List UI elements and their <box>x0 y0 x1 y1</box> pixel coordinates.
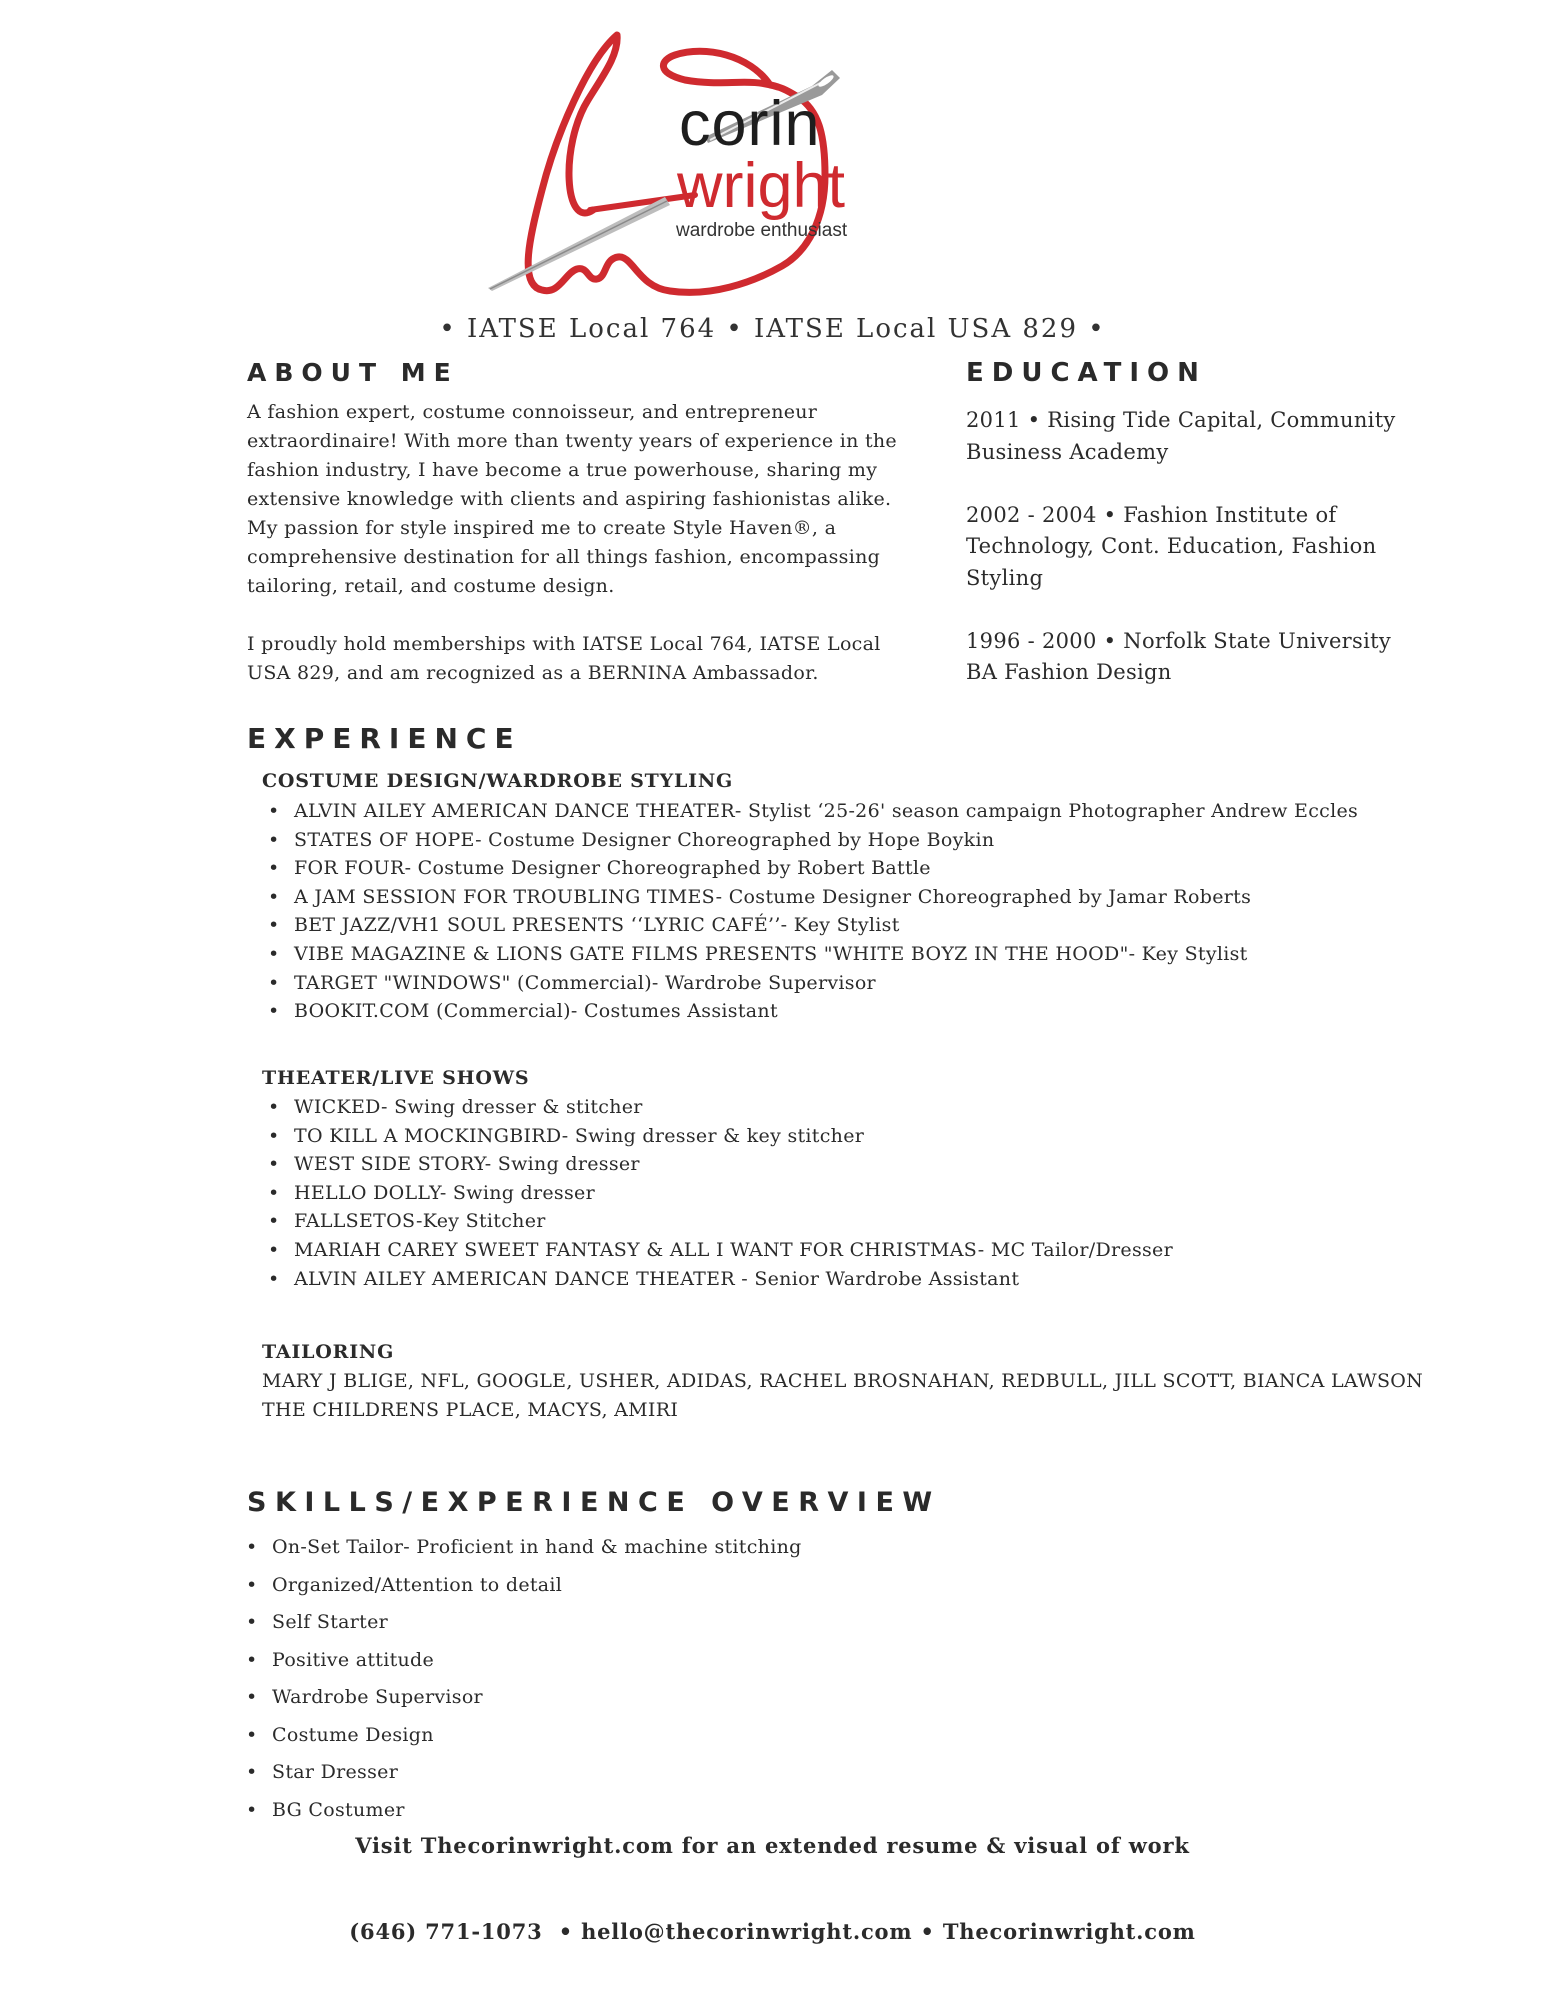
list-item: • ALVIN AILEY AMERICAN DANCE THEATER - Senior Wardrobe Assistant <box>262 1265 1462 1294</box>
about-paragraph-2: I proudly hold memberships with IATSE Local 764, IATSE Local USA 829, and am recognized as a BERNINA Ambassador. <box>247 633 881 684</box>
about-paragraph-1: A fashion expert, costume connoisseur, and entrepreneur extraordinaire! With more than twenty years of experience in the fashion industry, I have become a true powerhouse, sharing my extensive knowledge with clients and aspiring fashionistas alike. My passion for style inspired me to create Style Haven®, a comprehensive destination for all things fashion, encompassing tailoring, retail, and costume design. <box>247 401 897 597</box>
about-section <box>247 398 897 717</box>
list-item: • WEST SIDE STORY- Swing dresser <box>262 1150 1462 1179</box>
education-entry: 2002 - 2004 • Fashion Institute of Technology, Cont. Education, Fashion Styling <box>966 502 1377 590</box>
education-entry: 1996 - 2000 • Norfolk State University BA Fashion Design <box>966 628 1392 684</box>
theater-list <box>262 1093 1462 1293</box>
list-item: • Organized/Attention to detail <box>240 1567 802 1605</box>
tailoring-clients: MARY J BLIGE, NFL, GOOGLE, USHER, ADIDAS, RACHEL BROSNAHAN, REDBULL, JILL SCOTT, BIANCA LAWSON THE CHILDRENS PLACE, MACYS, AMIRI <box>262 1370 1424 1421</box>
union-memberships: • IATSE Local 764 • IATSE Local USA 829 • <box>439 314 1106 344</box>
list-item: • BG Costumer <box>240 1792 802 1830</box>
list-item: • Positive attitude <box>240 1642 802 1680</box>
education-entry: 2011 • Rising Tide Capital, Community Business Academy <box>966 408 1396 464</box>
logo-tagline: wardrobe enthusiast <box>676 220 848 241</box>
theater-subheading: THEATER/LIVE SHOWS <box>262 1067 530 1089</box>
education-section <box>966 405 1396 720</box>
logo-name-last: wright <box>677 151 846 221</box>
tailoring-subheading: TAILORING <box>262 1341 395 1363</box>
list-item: • ALVIN AILEY AMERICAN DANCE THEATER- Stylist ‘25-26' season campaign Photographer Andrew Eccles <box>262 797 1462 826</box>
logo <box>480 25 960 305</box>
list-item: • TARGET "WINDOWS" (Commercial)- Wardrobe Supervisor <box>262 969 1462 998</box>
list-item: • BOOKIT.COM (Commercial)- Costumes Assistant <box>262 997 1462 1026</box>
list-item: • FALLSETOS-Key Stitcher <box>262 1207 1462 1236</box>
skills-list <box>240 1529 802 1829</box>
logo-name-first: corin <box>679 89 821 159</box>
list-item: • TO KILL A MOCKINGBIRD- Swing dresser & key stitcher <box>262 1122 1462 1151</box>
list-item: • STATES OF HOPE- Costume Designer Choreographed by Hope Boykin <box>262 826 1462 855</box>
list-item: • Wardrobe Supervisor <box>240 1679 802 1717</box>
list-item: • On-Set Tailor- Proficient in hand & machine stitching <box>240 1529 802 1567</box>
list-item: • BET JAZZ/VH1 SOUL PRESENTS ‘‘LYRIC CAFÉ’’- Key Stylist <box>262 911 1462 940</box>
list-item: • FOR FOUR- Costume Designer Choreographed by Robert Battle <box>262 854 1462 883</box>
experience-heading: EXPERIENCE <box>247 722 522 755</box>
skills-heading: SKILLS/EXPERIENCE OVERVIEW <box>247 1487 941 1518</box>
list-item: • VIBE MAGAZINE & LIONS GATE FILMS PRESENTS "WHITE BOYZ IN THE HOOD"- Key Stylist <box>262 940 1462 969</box>
list-item: • MARIAH CAREY SWEET FANTASY & ALL I WANT FOR CHRISTMAS- MC Tailor/Dresser <box>262 1236 1462 1265</box>
education-heading: EDUCATION <box>966 358 1207 388</box>
list-item: • WICKED- Swing dresser & stitcher <box>262 1093 1462 1122</box>
list-item: • HELLO DOLLY- Swing dresser <box>262 1179 1462 1208</box>
list-item: • Star Dresser <box>240 1754 802 1792</box>
costume-design-list <box>262 797 1462 1026</box>
list-item: • Costume Design <box>240 1717 802 1755</box>
contact-line: (646) 771-1073 • hello@thecorinwright.com • Thecorinwright.com <box>349 1919 1196 1944</box>
about-heading: ABOUT ME <box>247 358 459 387</box>
visit-website-note: Visit Thecorinwright.com for an extended resume & visual of work <box>355 1833 1190 1858</box>
costume-design-subheading: COSTUME DESIGN/WARDROBE STYLING <box>262 770 734 792</box>
list-item: • Self Starter <box>240 1604 802 1642</box>
list-item: • A JAM SESSION FOR TROUBLING TIMES- Costume Designer Choreographed by Jamar Roberts <box>262 883 1462 912</box>
